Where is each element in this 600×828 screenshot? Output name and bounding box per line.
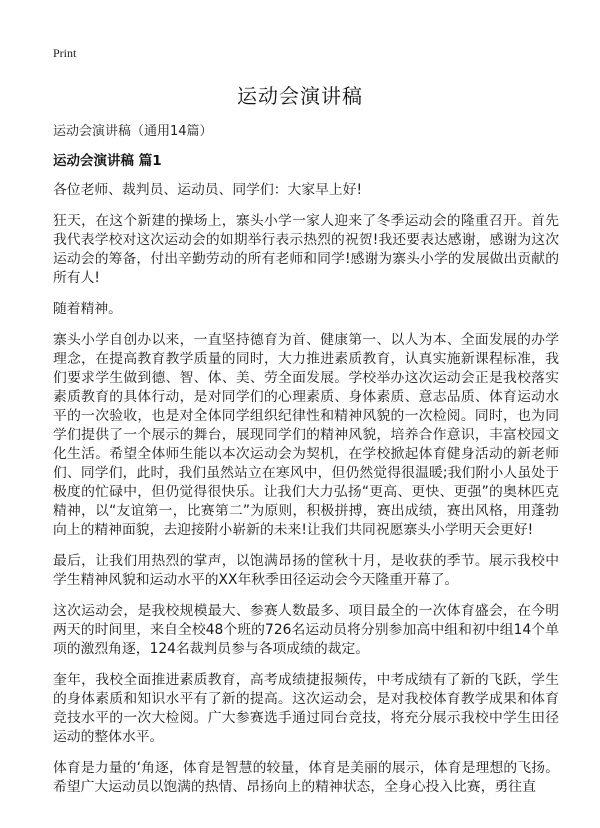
greeting-paragraph: 各位老师、裁判员、运动员、同学们：大家早上好! [53, 182, 363, 198]
body-paragraph: 寨头小学自创办以来，一直坚持德育为首、健康第一、以人为本、全面发展的办学理念，在提高教育教学质量的同时，大力推进素质教育，认真实施新课程标准，我们要求学生做到德、智、体、美、劳全面发展。学校举办这次运动会正是我校落实素质教育的具体行动，是对同学们的心理素质、身体素质、意志品质、体育运动水平的一次验收，也是对全体同学组织纪律性和精神风貌的一次检阅。同时，也为同学们提供了一个展示的舞台，展现同学们的精神风貌，培养合作意识，丰富校园文化生活。希望全体师生能以本次运动会为契机，在学校掀起体育健身活动的新老师们、同学们，此时，我们虽然站立在寒风中，但仍然觉得很温暖;我们附小人虽处于极度的忙碌中，但仍觉得很快乐。让我们大力弘扬“更高、更快、更强”的奥林匹克精神，以“友谊第一，比赛第二”为原则，积极拼搏，赛出成绩，赛出风格，用蓬勃向上的精神面貌，去迎接附小崭新的未来!让我们共同祝愿寨头小学明天会更好! [53, 332, 559, 538]
print-link[interactable]: Print [53, 46, 77, 60]
document-subtitle: 运动会演讲稿（通用14篇） [53, 124, 213, 139]
body-paragraph: 最后，让我们用热烈的掌声，以饱满昂扬的筐秋十月，是收获的季节。展示我校中学生精神风貌和运动水平的XX年秋季田径运动会今天隆重开幕了。 [53, 553, 559, 588]
speech-body [53, 181, 559, 809]
body-paragraph: 体育是力量的‘角逐，体育是智慧的较量，体育是美丽的展示，体育是理想的飞扬。希望广大运动员以饱满的热情、昂扬向上的精神状态，全身心投入比赛，勇往直 [53, 760, 559, 795]
document-title: 运动会演讲稿 [237, 84, 363, 108]
section-heading: 运动会演讲稿 篇1 [53, 153, 162, 169]
body-paragraph: 随着精神。 [53, 301, 122, 317]
body-paragraph: 奎年，我校全面推进素质教育，高考成绩捷报频传，中考成绩有了新的飞跃，学生的身体素质和知识水平有了新的提高。这次运动会，是对我校体育教学成果和体育竞技水平的一次大检阅。广大参赛选手通过同台竞技，将充分展示我校中学生田径运动的整体水平。 [53, 672, 559, 745]
body-paragraph: 狂天，在这个新建的操场上，寨头小学一家人迎来了冬季运动会的隆重召开。首先我代表学校对这次运动会的如期举行表示热烈的祝贺!我还要表达感谢，感谢为这次运动会的筹备，付出辛勤劳动的所有老师和同学!感谢为寨头小学的发展做出贡献的所有人! [53, 213, 559, 286]
body-paragraph: 这次运动会，是我校规模最大、参赛人数最多、项目最全的一次体育盛会，在今明两天的时间里，来自全校48个班的726名运动员将分别参加高中组和初中组14个单项的激烈角逐，124名裁判员参与各项成绩的裁定。 [53, 603, 559, 657]
